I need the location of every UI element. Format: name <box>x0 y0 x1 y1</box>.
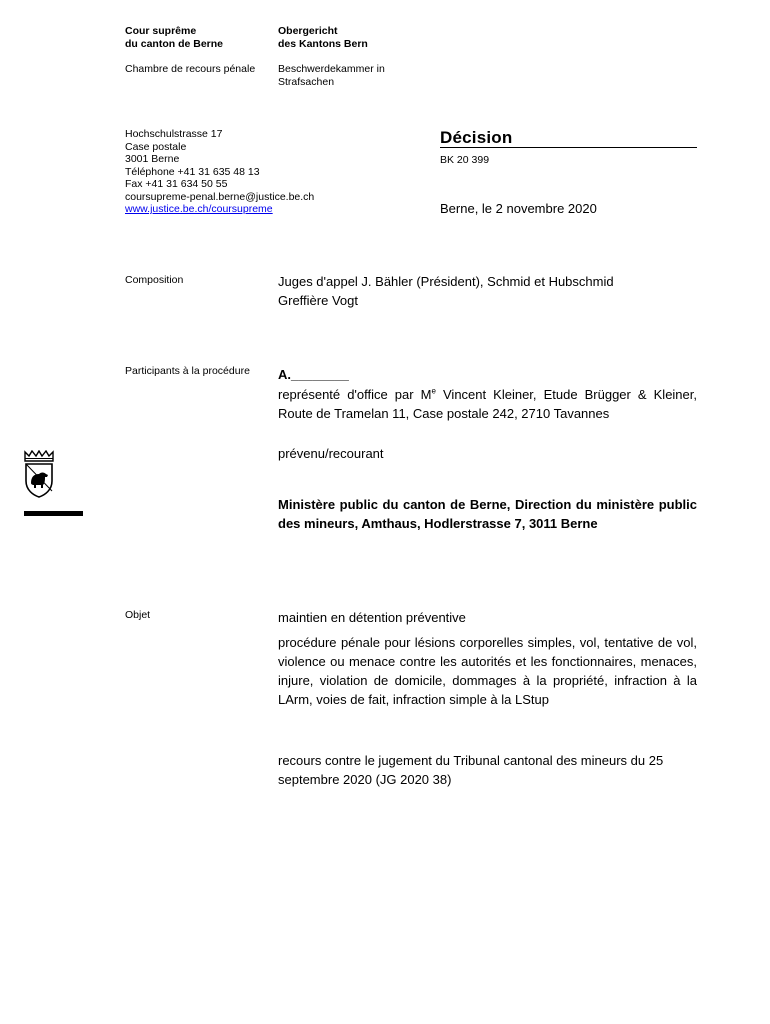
address-email[interactable]: coursupreme-penal.berne@justice.be.ch <box>125 190 315 203</box>
place-date: Berne, le 2 novembre 2020 <box>440 201 597 216</box>
party-a-representation: représenté d'office par Me Vincent Kleiner, Etude Brügger & Kleiner, Route de Tramelan 11, Case postale 242, 2710 Tavannes <box>278 386 697 421</box>
party-a: A.________ <box>278 367 349 382</box>
composition-clerk: Greffière Vogt <box>278 293 358 308</box>
address-street: Hochschulstrasse 17 <box>125 128 223 140</box>
object-label: Objet <box>125 609 151 621</box>
logo-bar <box>24 511 83 516</box>
composition-judges: Juges d'appel J. Bähler (Président), Schmid et Hubschmid <box>278 274 614 289</box>
composition-content <box>278 272 698 310</box>
address-box: Case postale <box>125 140 187 153</box>
bern-coat-of-arms-icon <box>23 450 55 498</box>
object-procedure: procédure pénale pour lésions corporelles simples, vol, tentative de vol, violence ou menace contre les autorités et les fonctionnaires, menaces, injure, violation de domicile, dommages à la propriété, infraction à la LArm, voies de fait, infraction simple à la LStup <box>278 635 697 707</box>
address-city: 3001 Berne <box>125 153 180 165</box>
composition-label: Composition <box>125 274 184 286</box>
ministry-party: Ministère public du canton de Berne, Direction du ministère public des mineurs, Amthaus, Hodlerstrasse 7, 3011 Berne <box>278 497 697 531</box>
court-address <box>125 128 314 216</box>
chamber-name-de: Beschwerdekammer in Strafsachen <box>278 63 385 88</box>
address-fax: Fax +41 31 634 50 55 <box>125 178 228 190</box>
object-detention: maintien en détention préventive <box>278 610 466 625</box>
court-name-fr: Cour suprême du canton de Berne <box>125 25 224 50</box>
party-a-role: prévenu/recourant <box>278 446 384 461</box>
website-link[interactable]: www.justice.be.ch/coursupreme <box>125 203 273 215</box>
participants-label: Participants à la procédure <box>125 365 250 377</box>
object-appeal: recours contre le jugement du Tribunal cantonal des mineurs du 25 septembre 2020 (JG 2020 38) <box>278 753 664 787</box>
address-phone: Téléphone +41 31 635 48 13 <box>125 165 260 178</box>
chamber-name-fr: Chambre de recours pénale <box>125 63 256 75</box>
decision-title: Décision <box>440 128 513 147</box>
title-underline <box>440 147 697 148</box>
court-name-de: Obergericht des Kantons Bern <box>278 25 368 50</box>
decision-reference: BK 20 399 <box>440 154 490 166</box>
